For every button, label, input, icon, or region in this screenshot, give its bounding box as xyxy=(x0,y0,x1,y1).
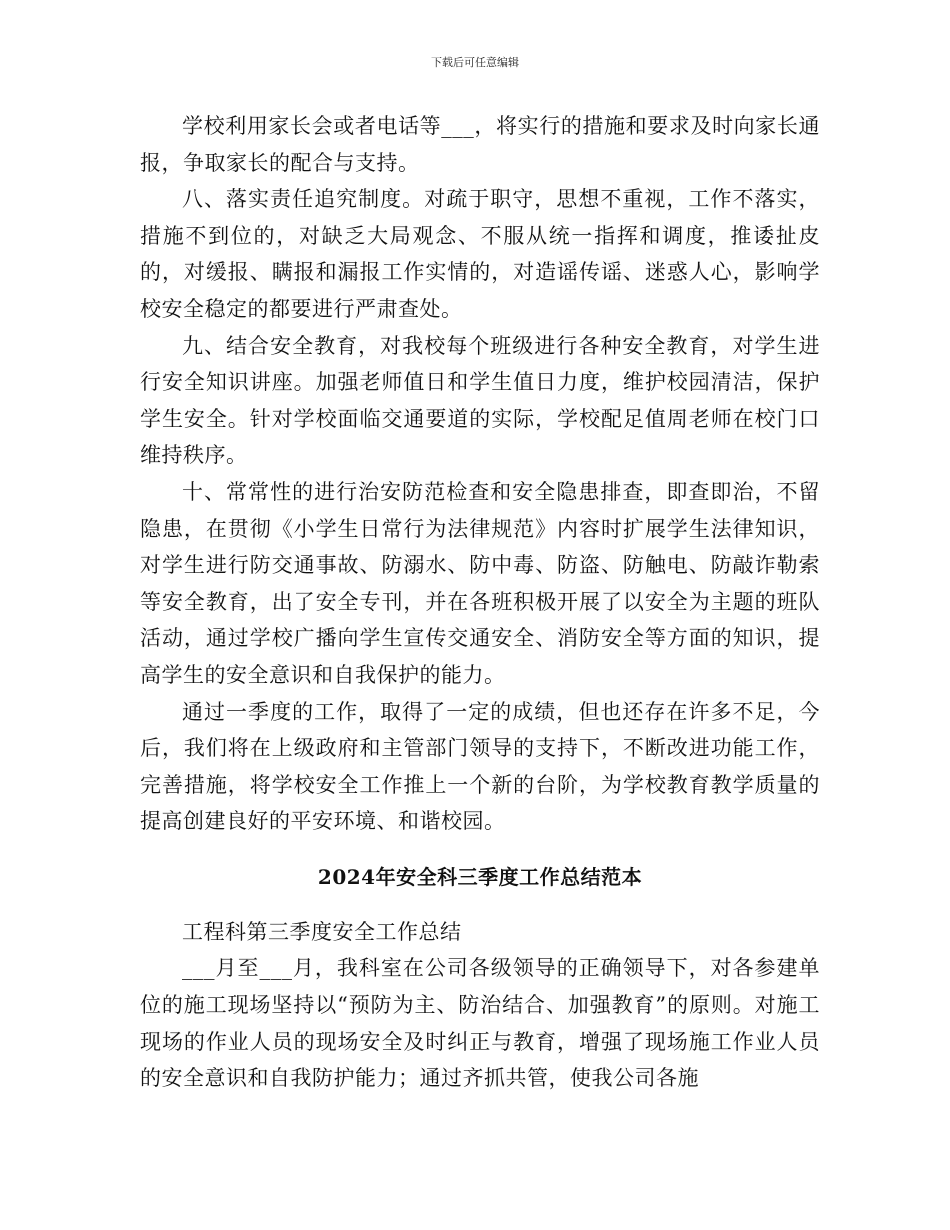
document-title: 2024年安全科三季度工作总结范本 xyxy=(317,864,643,889)
paragraph-item-8-accountability: 八、落实责任追究制度。对疏于职守，思想不重视，工作不落实，措施不到位的，对缺乏大局观念、不服从统一指挥和调度，推诿扯皮的，对缓报、瞒报和漏报工作实情的，对造谣传谣、迷惑人心，影响学校安全稳定的都要进行严肃查处。 xyxy=(140,187,820,321)
paragraph-item-10-inspection: 十、常常性的进行治安防范检查和安全隐患排查，即查即治，不留隐患，在贯彻《小学生日常行为法律规范》内容时扩展学生法律知识，对学生进行防交通事故、防溺水、防中毒、防盗、防触电、防敲诈勒索等安全教育，出了安全专刊，并在各班积极开展了以安全为主题的班队活动，通过学校广播向学生宣传交通安全、消防安全等方面的知识，提高学生的安全意识和自我保护的能力。 xyxy=(140,479,820,687)
paragraph-quarter-summary: 通过一季度的工作，取得了一定的成绩，但也还存在许多不足，今后，我们将在上级政府和主管部门领导的支持下，不断改进功能工作，完善措施，将学校安全工作推上一个新的台阶，为学校教育教学质量的提高创建良好的平安环境、和谐校园。 xyxy=(140,699,820,834)
paragraph-engineering-body: ___月至___月，我科室在公司各级领导的正确领导下，对各参建单位的施工现场坚持以“预防为主、防治结合、加强教育”的原则。对施工现场的作业人员的现场安全及时纠正与教育，增强了现场施工作业人员的安全意识和自我防护能力；通过齐抓共管，使我公司各施 xyxy=(140,956,820,1091)
paragraph-parent-contact: 学校利用家长会或者电话等___，将实行的措施和要求及时向家长通报，争取家长的配合与支持。 xyxy=(140,114,820,175)
document-body xyxy=(140,108,820,1097)
page-header-note: 下载后可任意编辑 xyxy=(431,56,519,69)
paragraph-item-9-safety-education: 九、结合安全教育，对我校每个班级进行各种安全教育，对学生进行安全知识讲座。加强老师值日和学生值日力度，维护校园清洁，保护学生安全。针对学校面临交通要道的实际，学校配足值周老师在校门口维持秩序。 xyxy=(140,333,820,468)
paragraph-engineering-subtitle: 工程科第三季度安全工作总结 xyxy=(182,919,462,944)
